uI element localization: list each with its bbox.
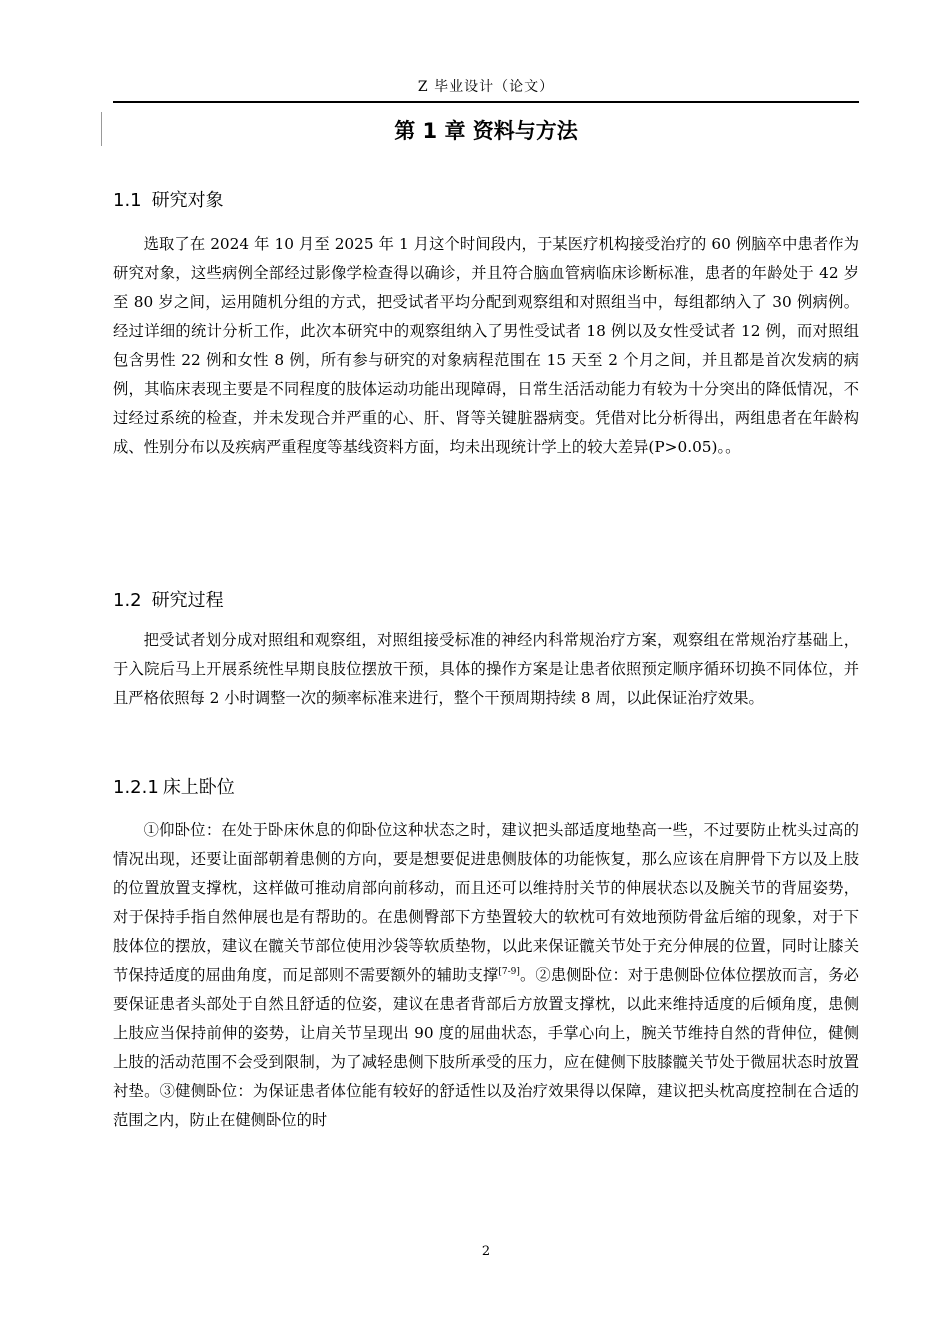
section-number: 1.1 xyxy=(113,190,142,211)
section-paragraph-1-2-1 xyxy=(113,816,859,1135)
section-paragraph-1-1: 选取了在 2024 年 10 月至 2025 年 1 月这个时间段内，于某医疗机构接受治疗的 60 例脑卒中患者作为研究对象，这些病例全部经过影像学检查得以确诊，并且符合脑血管病临床诊断标准，患者的年龄处于 42 岁至 80 岁之间，运用随机分组的方式，把受试者平均分配到观察组和对照组当中，每组都纳入了 30 例病例。经过详细的统计分析工作，此次本研究中的观察组纳入了男性受试者 18 例以及女性受试者 12 例，而对照组包含男性 22 例和女性 8 例，所有参与研究的对象病程范围在 15 天至 2 个月之间，并且都是首次发病的病例，其临床表现主要是不同程度的肢体运动功能出现障碍，日常生活活动能力有较为十分突出的降低情况，不过经过系统的检查，并未发现合并严重的心、肝、肾等关键脏器病变。凭借对比分析得出，两组患者在年龄构成、性别分布以及疾病严重程度等基线资料方面，均未出现统计学上的较大差异(P>0.05)。。 xyxy=(113,235,859,456)
section-title: 床上卧位 xyxy=(162,777,235,798)
chapter-title: 第 1 章 资料与方法 xyxy=(394,119,578,143)
margin-mark xyxy=(101,112,102,146)
page-number: 2 xyxy=(481,1244,491,1259)
section-heading-1-2 xyxy=(113,588,224,614)
citation-reference[interactable]: [7-9] xyxy=(498,966,520,977)
section-heading-1-1 xyxy=(113,188,224,214)
running-header: Z 毕业设计（论文） xyxy=(417,79,555,95)
paragraph-text: ①仰卧位：在处于卧床休息的仰卧位这种状态之时，建议把头部适度地垫高一些，不过要防止枕头过高的情况出现，还要让面部朝着患侧的方向，要是想要促进患侧肢体的功能恢复，那么应该在肩胛骨下方以及上肢的位置放置支撑枕，这样做可推动肩部向前移动，而且还可以维持肘关节的伸展状态以及腕关节的背屈姿势，对于保持手指自然伸展也是有帮助的。在患侧臀部下方垫置较大的软枕可有效地预防骨盆后缩的现象，对于下肢体位的摆放，建议在髋关节部位使用沙袋等软质垫物，以此来保证髋关节处于充分伸展的位置，同时让膝关节保持适度的屈曲角度，而足部则不需要额外的辅助支撑 xyxy=(113,821,859,984)
section-title: 研究对象 xyxy=(151,190,224,211)
section-paragraph-1-2: 把受试者划分成对照组和观察组，对照组接受标准的神经内科常规治疗方案，观察组在常规治疗基础上，于入院后马上开展系统性早期良肢位摆放干预，具体的操作方案是让患者依照预定顺序循环切换不同体位，并且严格依照每 2 小时调整一次的频率标准来进行，整个干预周期持续 8 周，以此保证治疗效果。 xyxy=(113,631,859,707)
paragraph-text: 。②患侧卧位：对于患侧卧位体位摆放而言，务必要保证患者头部处于自然且舒适的位姿，建议在患者背部后方放置支撑枕，以此来维持适度的后倾角度，患侧上肢应当保持前伸的姿势，让肩关节呈现出 90 度的屈曲状态，手掌心向上，腕关节维持自然的背伸位，健侧上肢的活动范围不会受到限制，为了减轻患侧下肢所承受的压力，应在健侧下肢膝髋关节处于微屈状态时放置衬垫。③健侧卧位：为保证患者体位能有较好的舒适性以及治疗效果得以保障，建议把头枕高度控制在合适的范围之内，防止在健侧卧位的时 xyxy=(113,966,859,1129)
header-rule xyxy=(113,101,859,103)
section-number: 1.2 xyxy=(113,590,142,611)
section-title: 研究过程 xyxy=(151,590,224,611)
section-number: 1.2.1 xyxy=(113,777,159,798)
section-heading-1-2-1 xyxy=(113,775,235,801)
